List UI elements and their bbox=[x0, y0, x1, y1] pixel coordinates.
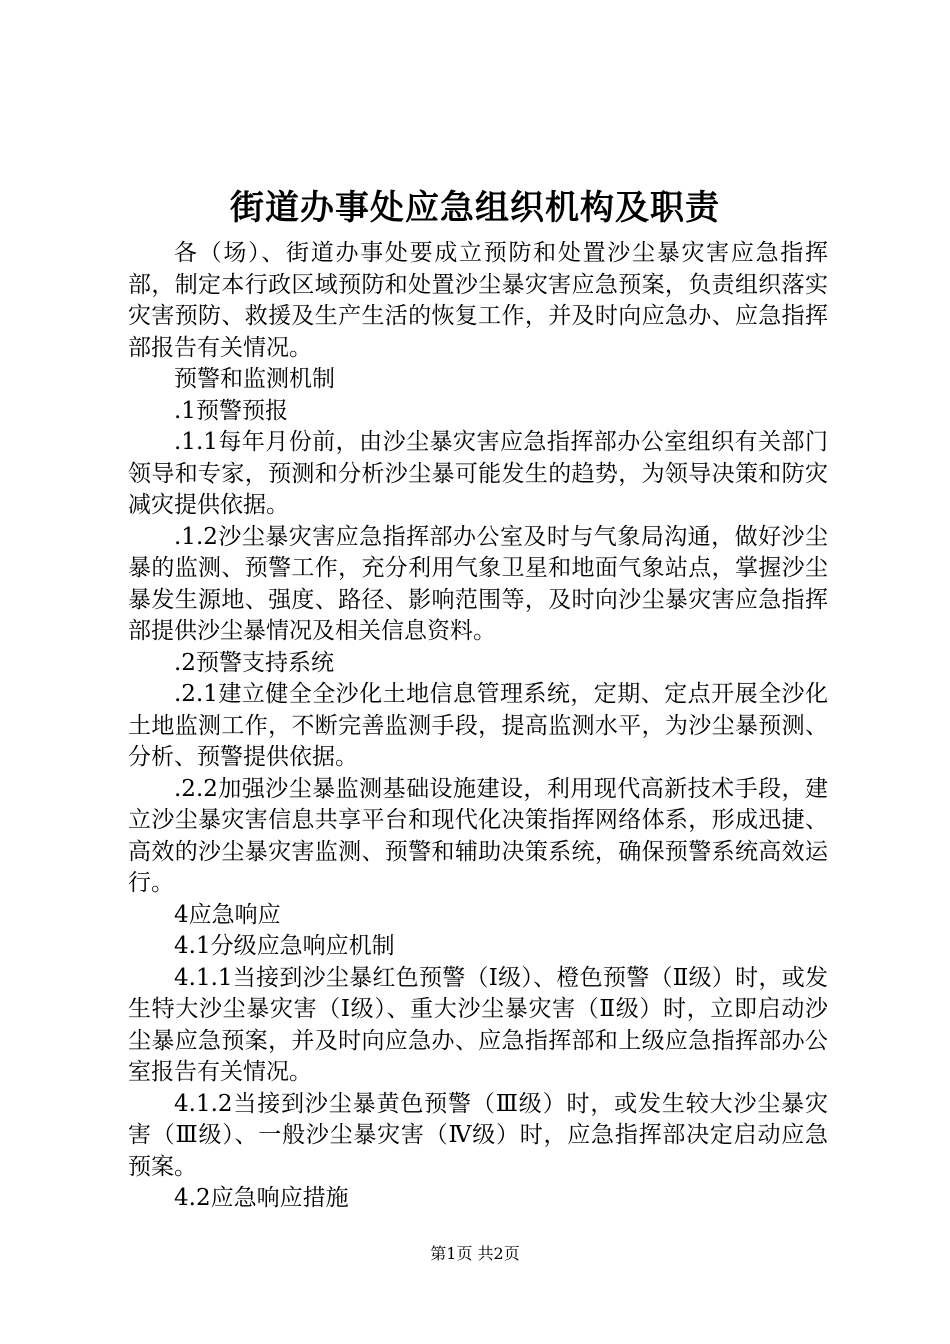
section-heading: 4.2应急响应措施 bbox=[174, 1185, 349, 1211]
section-heading: .1预警预报 bbox=[174, 397, 288, 424]
document-title: 街道办事处应急组织机构及职责 bbox=[230, 188, 720, 228]
section-heading: 4应急响应 bbox=[174, 901, 281, 928]
paragraph: 4.1.1当接到沙尘暴红色预警（Ⅰ级）、橙色预警（Ⅱ级）时，或发生特大沙尘暴灾害（Ⅰ级）、重大沙尘暴灾害（Ⅱ级）时，立即启动沙尘暴应急预案，并及时向应急办、应急指挥部和上级应急指挥部办公室报告有关情况。 bbox=[128, 964, 828, 1085]
paragraph: .1.2沙尘暴灾害应急指挥部办公室及时与气象局沟通，做好沙尘暴的监测、预警工作，充分利用气象卫星和地面气象站点，掌握沙尘暴发生源地、强度、路径、影响范围等，及时向沙尘暴灾害应急指挥部提供沙尘暴情况及相关信息资料。 bbox=[128, 523, 828, 644]
paragraph: 4.1.2当接到沙尘暴黄色预警（Ⅲ级）时，或发生较大沙尘暴灾害（Ⅲ级）、一般沙尘暴灾害（Ⅳ级）时，应急指挥部决定启动应急预案。 bbox=[128, 1090, 828, 1180]
paragraph: .2.1建立健全全沙化土地信息管理系统，定期、定点开展全沙化土地监测工作，不断完善监测手段，提高监测水平，为沙尘暴预测、分析、预警提供依据。 bbox=[128, 681, 828, 770]
page-footer: 第1页 共2页 bbox=[430, 1244, 520, 1263]
paragraph: 各（场）、街道办事处要成立预防和处置沙尘暴灾害应急指挥部，制定本行政区域预防和处置沙尘暴灾害应急预案，负责组织落实灾害预防、救援及生产生活的恢复工作，并及时向应急办、应急指挥部报告有关情况。 bbox=[128, 240, 828, 361]
section-heading: 4.1分级应急响应机制 bbox=[174, 933, 395, 959]
paragraph: .2.2加强沙尘暴监测基础设施建设，利用现代高新技术手段，建立沙尘暴灾害信息共享平台和现代化决策指挥网络体系，形成迅捷、高效的沙尘暴灾害监测、预警和辅助决策系统，确保预警系统高效运行。 bbox=[128, 775, 828, 896]
section-heading: 预警和监测机制 bbox=[174, 366, 335, 392]
section-heading: .2预警支持系统 bbox=[174, 649, 334, 676]
document-body bbox=[128, 238, 828, 1215]
paragraph: .1.1每年月份前，由沙尘暴灾害应急指挥部办公室组织有关部门领导和专家，预测和分析沙尘暴可能发生的趋势，为领导决策和防灾减灾提供依据。 bbox=[128, 429, 828, 518]
